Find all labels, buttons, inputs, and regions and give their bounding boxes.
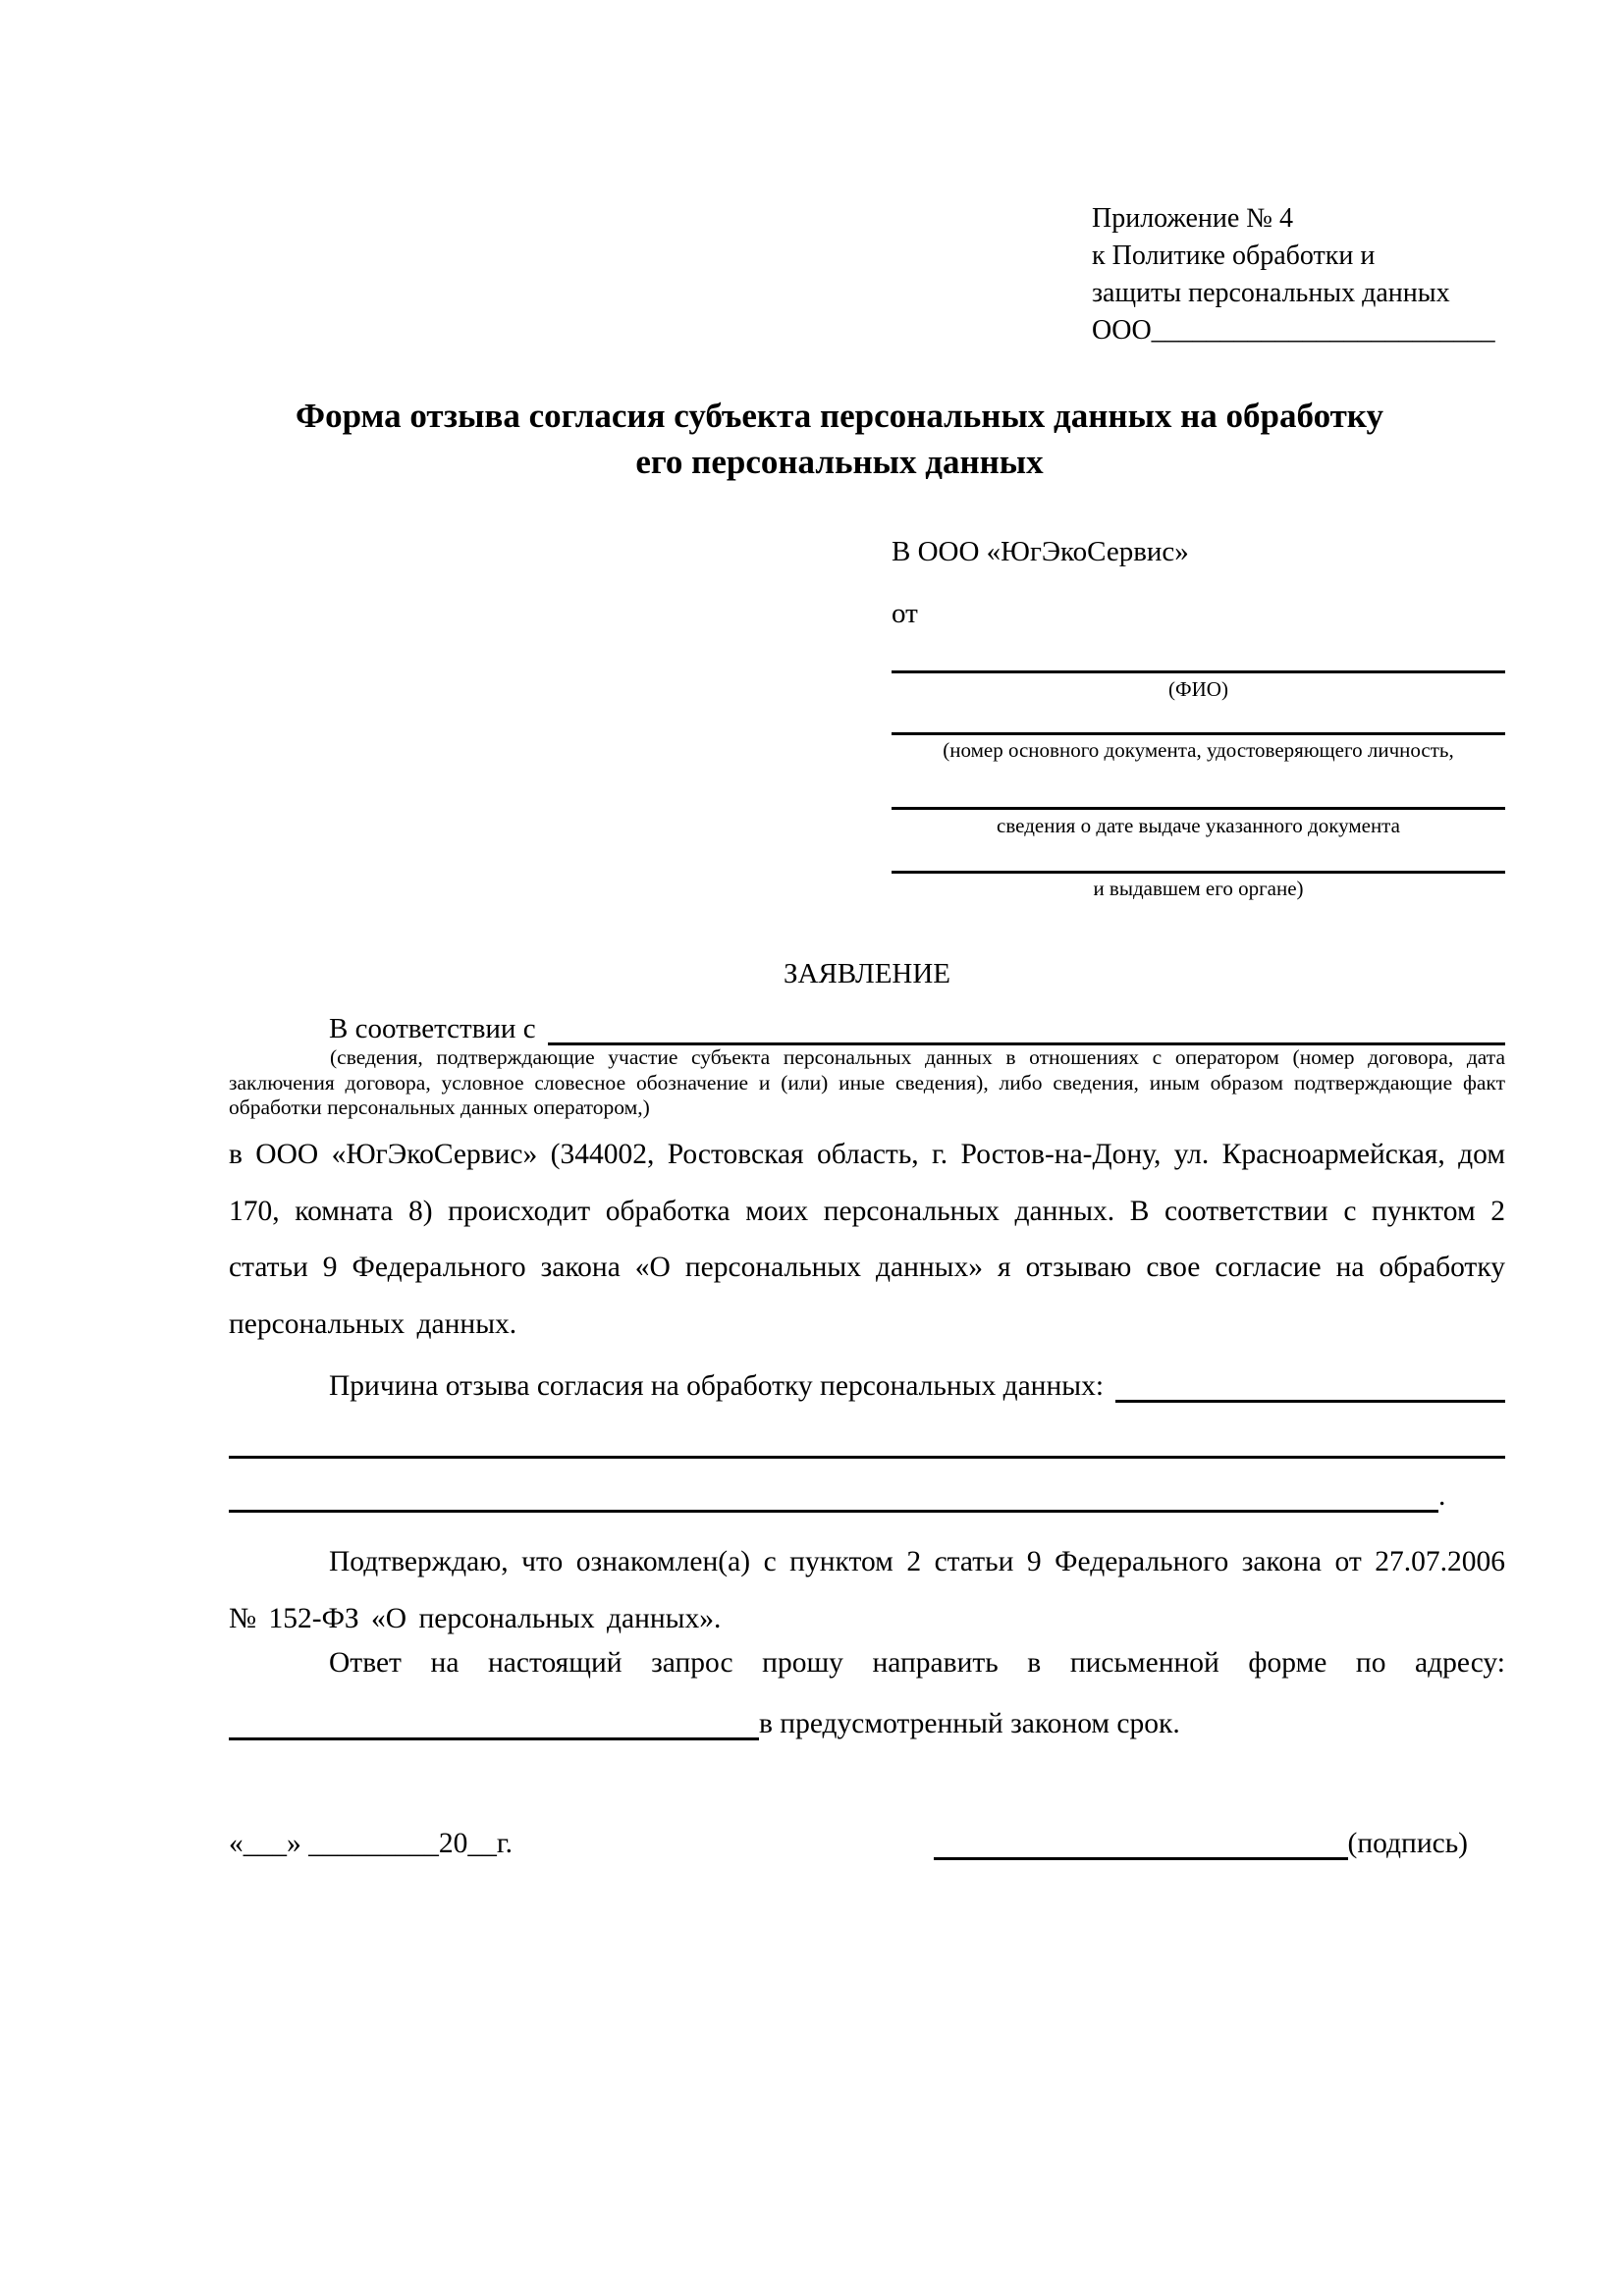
date-blank-field[interactable]: «___» _________20__г.	[229, 1828, 514, 1859]
reason-line	[229, 1368, 1505, 1403]
issue-date-field-caption: сведения о дате выдаче указанного документа	[997, 814, 1400, 837]
signature-row	[229, 1826, 1505, 1860]
statement-body-paragraph: в ООО «ЮгЭкоСервис» (344002, Ростовская область, г. Ростов-на-Дону, ул. Красноармейская, дом 170, комната 8) происходит обработка моих персональных данных. В соответствии с пунктом 2 статьи 9 Федерального закона «О персональных данных» я отзываю свое согласие на обработку персональных данных.	[229, 1139, 1505, 1340]
grounds-footnote: (сведения, подтверждающие участие субъекта персональных данных в отношениях с оператором (номер договора, дата заключения договора, условное словесное обозначение и (или) иные сведения), либо сведения, иным образом подтверждающие факт обработки персональных данных оператором,)	[229, 1045, 1505, 1119]
signature-group	[934, 1826, 1505, 1860]
annex-line-2: к Политике обработки и	[1092, 240, 1376, 271]
annex-line-3: защиты персональных данных	[1092, 278, 1450, 308]
statement-heading: ЗАЯВЛЕНИЕ	[783, 958, 951, 989]
reply-address-blank-field[interactable]	[229, 1706, 759, 1740]
reason-blank-line-2[interactable]	[229, 1456, 1438, 1513]
annex-line-4-ooo-blank[interactable]: ООО_________________________	[1092, 315, 1495, 346]
reply-address-row	[229, 1706, 1505, 1740]
confirmation-paragraph: Подтверждаю, что ознакомлен(а) с пунктом 2 статьи 9 Федерального закона от 27.07.2006 № 152-ФЗ «О персональных данных».	[229, 1546, 1505, 1634]
document-title-line-2: его персональных данных	[635, 443, 1044, 481]
addressee-from-label: от	[892, 598, 918, 629]
reason-blank-line-1[interactable]	[229, 1402, 1505, 1459]
reply-suffix-label: в предусмотренный законом срок.	[759, 1708, 1180, 1739]
reason-closing-period: .	[1438, 1480, 1446, 1512]
fio-field-caption: (ФИО)	[1168, 677, 1228, 701]
addressee-organization: В ООО «ЮгЭкоСервис»	[892, 536, 1189, 567]
document-number-blank-field[interactable]	[892, 695, 1505, 735]
document-number-field-caption: (номер основного документа, удостоверяющего личность,	[943, 738, 1454, 762]
annex-line-1: Приложение № 4	[1092, 203, 1293, 234]
issuing-authority-blank-field[interactable]	[892, 833, 1505, 874]
annex-reference-block	[1092, 200, 1514, 349]
intro-prefix-label: В соответствии с	[329, 1013, 536, 1044]
document-title-line-1: Форма отзыва согласия субъекта персональных данных на обработку	[296, 397, 1383, 435]
reason-blank-field-start[interactable]	[1115, 1368, 1505, 1403]
signature-caption: (подпись)	[1347, 1828, 1468, 1859]
signature-blank-field[interactable]	[934, 1826, 1348, 1860]
fio-blank-field[interactable]	[892, 633, 1505, 673]
reply-request-line: Ответ на настоящий запрос прошу направить в письменной форме по адресу:	[329, 1647, 1505, 1679]
intro-line	[229, 1011, 1505, 1045]
reason-blank-row-2	[229, 1456, 1505, 1513]
issuing-authority-field-caption: и выдавшем его органе)	[1093, 877, 1304, 900]
grounds-blank-field[interactable]	[548, 1011, 1505, 1045]
reason-label: Причина отзыва согласия на обработку персональных данных:	[329, 1370, 1105, 1402]
document-title	[174, 393, 1505, 485]
issue-date-blank-field[interactable]	[892, 770, 1505, 810]
